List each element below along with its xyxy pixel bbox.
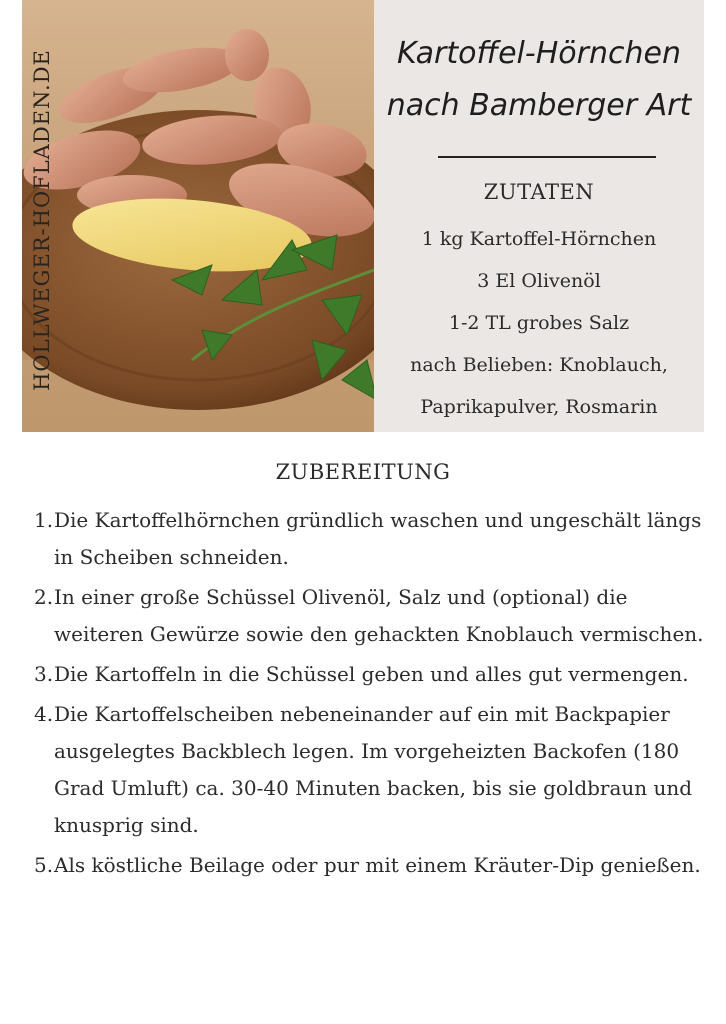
title-divider — [438, 156, 656, 158]
ingredients-heading: ZUTATEN — [483, 180, 595, 204]
ingredients-panel — [374, 0, 704, 432]
preparation-heading: ZUBEREITUNG — [275, 460, 451, 484]
step-text: In einer große Schüssel Olivenöl, Salz und (optional) die weiteren Gewürze sowie den gehackten Knoblauch vermischen. — [54, 585, 704, 646]
preparation-step — [34, 579, 704, 653]
recipe-title-line-1: Kartoffel-Hörnchen — [397, 36, 681, 71]
brand-vertical-text: HOLLWEGER-HOFLADEN.DE — [30, 49, 54, 391]
preparation-step — [34, 847, 704, 884]
recipe-title — [374, 28, 704, 132]
ingredient-item: 3 El Olivenöl — [477, 270, 601, 292]
hero-section — [22, 0, 704, 432]
ingredient-item: nach Belieben: Knoblauch, — [410, 354, 668, 376]
step-number: 1. — [34, 508, 54, 532]
step-text: Die Kartoffeln in die Schüssel geben und alles gut vermengen. — [54, 662, 689, 686]
potatoes-on-board-illustration — [22, 0, 374, 432]
step-number: 4. — [34, 702, 54, 726]
ingredients-list — [374, 218, 704, 428]
preparation-step — [34, 502, 704, 576]
potatoes-photo — [22, 0, 374, 432]
ingredient-item: Paprikapulver, Rosmarin — [420, 396, 658, 418]
preparation-step — [34, 696, 704, 844]
step-number: 3. — [34, 662, 54, 686]
recipe-title-line-2: nach Bamberger Art — [386, 88, 692, 123]
ingredient-item: 1-2 TL grobes Salz — [448, 312, 630, 334]
step-text: Die Kartoffelhörnchen gründlich waschen und ungeschält längs in Scheiben schneiden. — [54, 508, 702, 569]
step-number: 5. — [34, 853, 54, 877]
step-number: 2. — [34, 585, 54, 609]
step-text: Die Kartoffelscheiben nebeneinander auf ein mit Backpapier ausgelegtes Backblech legen. Im vorgeheizten Backofen (180 Grad Umluft) ca. 30-40 Minuten backen, bis sie goldbraun und knusprig sind. — [54, 702, 693, 837]
preparation-steps — [34, 502, 704, 887]
brand-vertical-label — [24, 42, 60, 398]
step-text: Als köstliche Beilage oder pur mit einem Kräuter-Dip genießen. — [54, 853, 701, 877]
preparation-step — [34, 656, 704, 693]
ingredient-item: 1 kg Kartoffel-Hörnchen — [421, 228, 657, 250]
